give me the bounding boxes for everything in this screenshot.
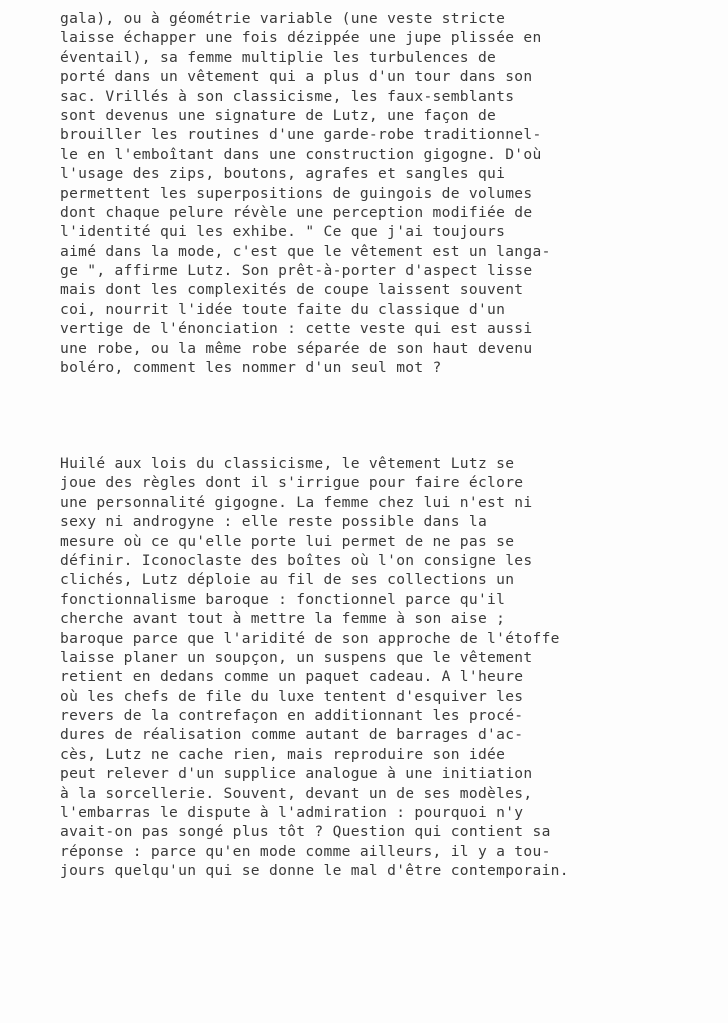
text-line: retient en dedans comme un paquet cadeau. A l'heure [60, 668, 524, 686]
text-line: Huilé aux lois du classicisme, le vêtement Lutz se [60, 455, 515, 472]
text-line: boléro, comment les nommer d'un seul mot ? [60, 359, 442, 377]
paragraph-2 [60, 454, 720, 881]
text-line: fonctionnalisme baroque : fonctionnel parce qu'il [60, 590, 506, 608]
text-line: où les chefs de file du luxe tentent d'esquiver les [60, 687, 524, 705]
text-line: à la sorcellerie. Souvent, devant un de ses modèles, [60, 784, 533, 802]
text-line: mais dont les complexités de coupe laissent souvent [60, 281, 524, 299]
text-line: coi, nourrit l'idée toute faite du classique d'un [60, 300, 506, 318]
text-line: l'usage des zips, boutons, agrafes et sangles qui [60, 165, 506, 183]
text-line: aimé dans la mode, c'est que le vêtement est un langa- [60, 242, 551, 260]
text-line: laisse planer un soupçon, un suspens que le vêtement [60, 648, 533, 666]
text-line: sont devenus une signature de Lutz, une façon de [60, 106, 497, 124]
text-line: ge ", affirme Lutz. Son prêt-à-porter d'aspect lisse [60, 262, 533, 280]
text-line: vertige de l'énonciation : cette veste qui est aussi [60, 320, 533, 338]
text-line: gala), ou à géométrie variable (une veste stricte [60, 10, 506, 27]
text-line: baroque parce que l'aridité de son approche de l'étoffe [60, 629, 560, 647]
text-line: laisse échapper une fois dézippée une jupe plissée en [60, 29, 542, 47]
text-line: peut relever d'un supplice analogue à une initiation [60, 765, 533, 783]
text-line: dures de réalisation comme autant de barrages d'ac- [60, 726, 524, 744]
text-line: avait-on pas songé plus tôt ? Question qui contient sa [60, 823, 551, 841]
text-line: clichés, Lutz déploie au fil de ses collections un [60, 571, 515, 589]
text-line: jours quelqu'un qui se donne le mal d'être contemporain. [60, 862, 569, 880]
text-line: cherche avant tout à mettre la femme à son aise ; [60, 610, 506, 628]
text-line: mesure où ce qu'elle porte lui permet de ne pas se [60, 532, 515, 550]
text-line: dont chaque pelure révèle une perception modifiée de [60, 203, 533, 221]
text-line: porté dans un vêtement qui a plus d'un tour dans son [60, 68, 533, 86]
paragraph-1 [60, 9, 720, 377]
text-line: cès, Lutz ne cache rien, mais reproduire son idée [60, 745, 506, 763]
text-line: réponse : parce qu'en mode comme ailleurs, il y a tou- [60, 842, 551, 860]
text-line: permettent les superpositions de guingois de volumes [60, 184, 533, 202]
text-line: joue des règles dont il s'irrigue pour faire éclore [60, 474, 524, 492]
text-line: sexy ni androgyne : elle reste possible dans la [60, 513, 488, 531]
text-line: définir. Iconoclaste des boîtes où l'on consigne les [60, 551, 533, 569]
text-line: l'identité qui les exhibe. " Ce que j'ai toujours [60, 223, 506, 241]
text-line: l'embarras le dispute à l'admiration : pourquoi n'y [60, 804, 524, 822]
text-line: une personnalité gigogne. La femme chez lui n'est ni [60, 493, 533, 511]
text-line: le en l'emboîtant dans une construction gigogne. D'où [60, 145, 542, 163]
text-line: éventail), sa femme multiplie les turbulences de [60, 48, 497, 66]
text-line: sac. Vrillés à son classicisme, les faux-semblants [60, 87, 515, 105]
text-line: une robe, ou la même robe séparée de son haut devenu [60, 339, 533, 357]
text-line: revers de la contrefaçon en additionnant les procé- [60, 707, 524, 725]
text-line: brouiller les routines d'une garde-robe traditionnel- [60, 126, 542, 144]
